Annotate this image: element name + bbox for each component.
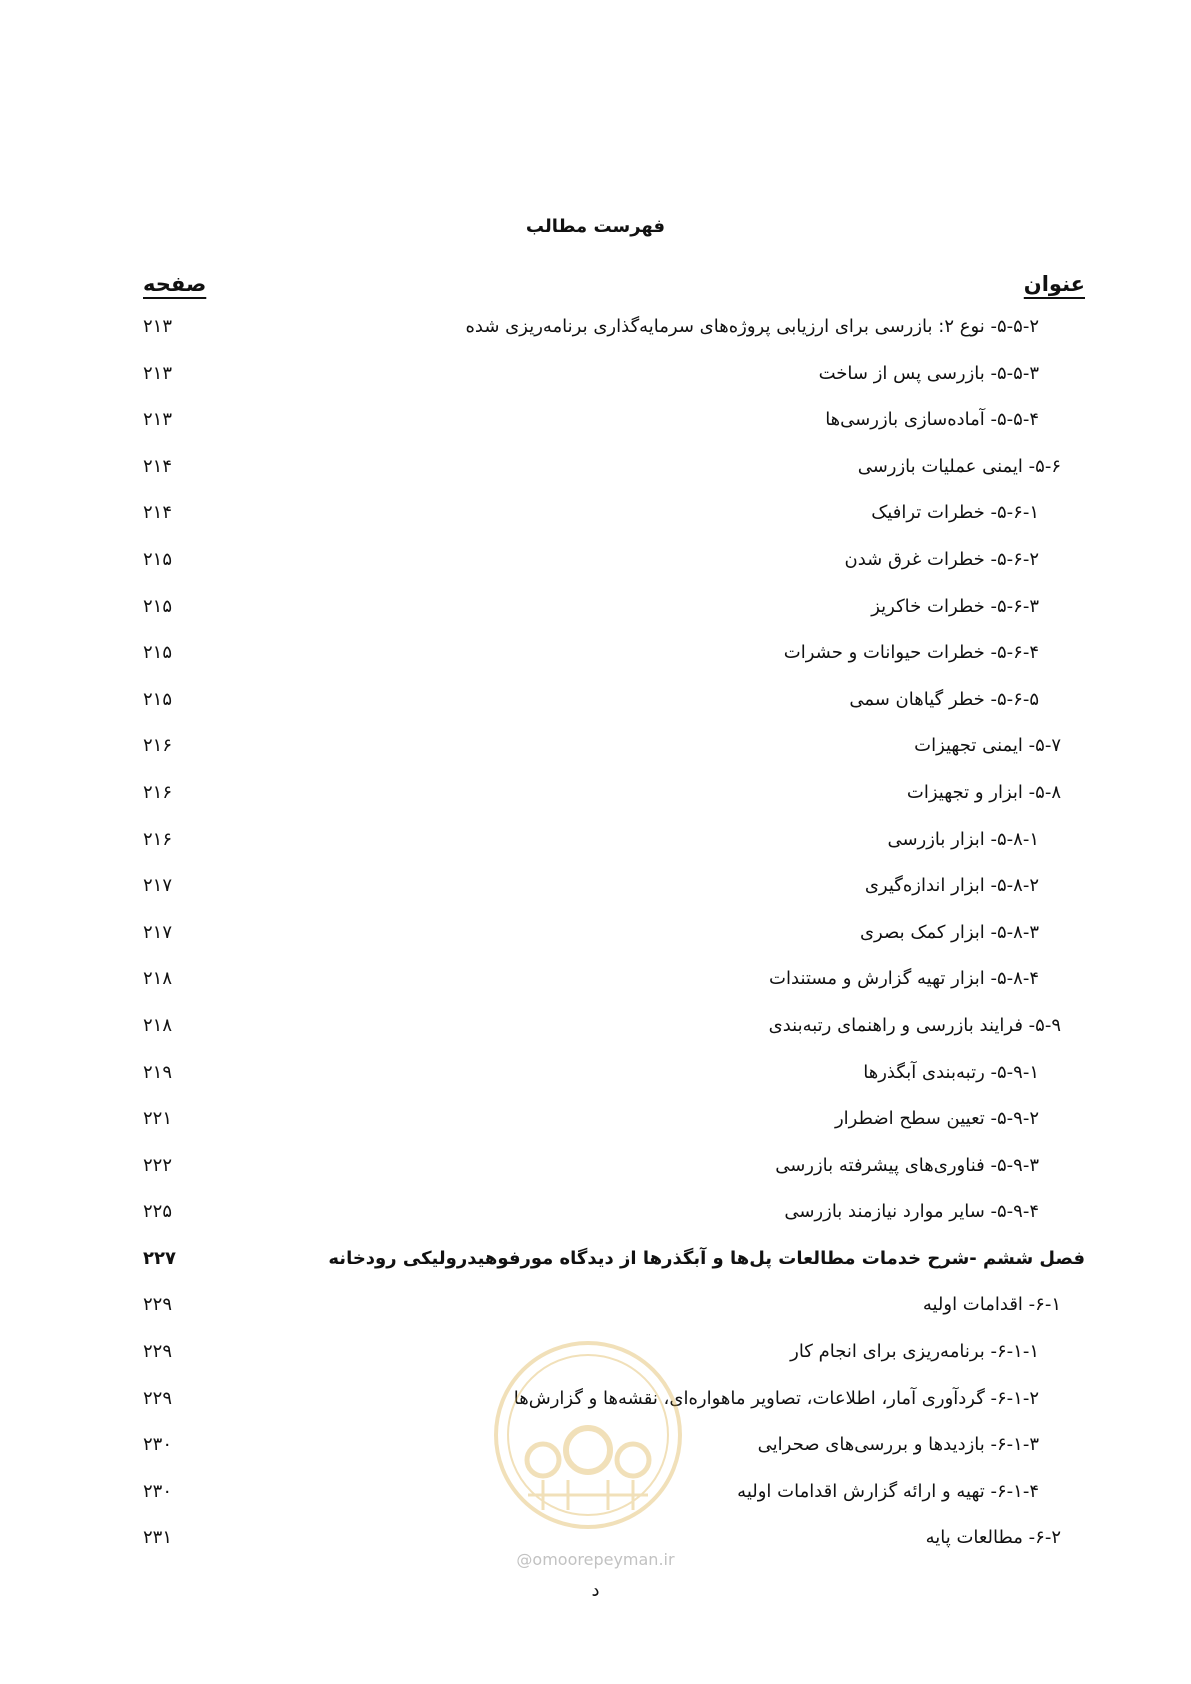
toc-row xyxy=(0,401,1191,448)
toc-entry-title: ۵-۹-۳- فناوری‌های پیشرفته بازرسی xyxy=(775,1154,1039,1176)
toc-entry-page: ۲۲۱ xyxy=(143,1108,173,1130)
toc-entry-title: ۵-۵-۲- نوع ۲: بازرسی برای ارزیابی پروژه‌های سرمایه‌گذاری برنامه‌ریزی شده xyxy=(465,316,1039,337)
toc-entry-page: ۲۲۵ xyxy=(143,1201,173,1223)
toc-entry-page: ۲۱۶ xyxy=(143,781,173,803)
toc-row xyxy=(0,681,1191,728)
toc-entry-title: ۵-۶-۵- خطر گیاهان سمی xyxy=(849,688,1039,710)
toc-row xyxy=(0,960,1191,1007)
toc-entry-page: ۲۱۴ xyxy=(143,455,173,477)
toc-row xyxy=(0,541,1191,588)
toc-row xyxy=(0,727,1191,774)
toc-entry-page: ۲۱۵ xyxy=(143,688,173,710)
toc-entry-page: ۲۲۹ xyxy=(143,1341,173,1363)
page-column-header: صفحه xyxy=(143,272,207,296)
toc-entry-page: ۲۱۳ xyxy=(143,362,173,384)
toc-entry-title: ۵-۷- ایمنی تجهیزات xyxy=(914,735,1061,757)
toc-entry-page: ۲۲۹ xyxy=(143,1294,173,1316)
toc-entry-page: ۲۱۵ xyxy=(143,548,173,570)
toc-entry-title: ۶-۱-۴- تهیه و ارائه گزارش اقدامات اولیه xyxy=(737,1480,1039,1502)
page-title: فهرست مطالب xyxy=(525,216,666,237)
toc-entry-title: ۵-۹-۴- سایر موارد نیازمند بازرسی xyxy=(784,1201,1039,1223)
toc-entry-title: ۵-۶-۱- خطرات ترافیک xyxy=(871,502,1039,524)
toc-row xyxy=(0,494,1191,541)
toc-entry-title: ۵-۸-۱- ابزار بازرسی xyxy=(887,828,1039,850)
toc-row xyxy=(0,448,1191,495)
toc-entry-page: ۲۱۷ xyxy=(143,875,173,897)
title-column-header: عنوان xyxy=(1023,272,1085,296)
toc-row xyxy=(0,821,1191,868)
toc-entry-page: ۲۱۳ xyxy=(143,409,173,431)
publisher-logo-watermark xyxy=(488,1335,688,1535)
toc-entry-page: ۲۲۲ xyxy=(143,1154,173,1176)
toc-entry-title: ۵-۶-۳- خطرات خاکریز xyxy=(871,595,1039,617)
toc-row xyxy=(0,867,1191,914)
toc-entry-title: ۵-۸-۳- ابزار کمک بصری xyxy=(859,921,1039,943)
toc-entry-title: ۵-۸- ابزار و تجهیزات xyxy=(906,781,1061,803)
toc-row xyxy=(0,774,1191,821)
toc-row xyxy=(0,1100,1191,1147)
toc-entry-page: ۲۱۵ xyxy=(143,642,173,664)
toc-row xyxy=(0,588,1191,635)
toc-entry-page: ۲۳۱ xyxy=(143,1527,173,1549)
toc-chapter-row xyxy=(0,1240,1191,1287)
toc-entry-title: ۵-۵-۴- آماده‌سازی بازرسی‌ها xyxy=(825,409,1039,431)
toc-entry-page: ۲۱۵ xyxy=(143,595,173,617)
toc-entry-title: ۶-۱-۲- گردآوری آمار، اطلاعات، تصاویر ماهواره‌ای، نقشه‌ها و گزارش‌ها xyxy=(513,1387,1039,1409)
toc-entry-page: ۲۱۷ xyxy=(143,921,173,943)
toc-entry-title: ۶-۱-۳- بازدیدها و بررسی‌های صحرایی xyxy=(757,1434,1039,1456)
toc-entry-page: ۲۲۷ xyxy=(143,1247,176,1269)
page-number: د xyxy=(591,1580,600,1601)
toc-row xyxy=(0,1007,1191,1054)
toc-entry-page: ۲۱۳ xyxy=(143,316,173,337)
toc-entry-page: ۲۱۸ xyxy=(143,1014,173,1036)
toc-entry-title: ۵-۹-۲- تعیین سطح اضطرار xyxy=(834,1108,1039,1130)
toc-row xyxy=(0,1286,1191,1333)
toc-entry-page: ۲۱۹ xyxy=(143,1061,173,1083)
toc-row xyxy=(0,634,1191,681)
toc-entry-page: ۲۳۰ xyxy=(143,1480,173,1502)
watermark-url: @omoorepeyman.ir xyxy=(516,1550,675,1569)
toc-entry-title: ۵-۹- فرایند بازرسی و راهنمای رتبه‌بندی xyxy=(768,1014,1061,1036)
toc-row xyxy=(0,914,1191,961)
toc-row xyxy=(0,355,1191,402)
toc-row xyxy=(0,1147,1191,1194)
toc-entry-page: ۲۳۰ xyxy=(143,1434,173,1456)
toc-entry-title: ۵-۸-۲- ابزار اندازه‌گیری xyxy=(864,875,1039,897)
toc-entry-title: ۵-۸-۴- ابزار تهیه گزارش و مستندات xyxy=(769,968,1039,990)
toc-entry-title: ۵-۵-۳- بازرسی پس از ساخت xyxy=(818,362,1039,384)
toc-row xyxy=(0,1054,1191,1101)
toc-row xyxy=(0,308,1191,355)
toc-entry-page: ۲۱۴ xyxy=(143,502,173,524)
toc-entry-page: ۲۲۹ xyxy=(143,1387,173,1409)
toc-entry-title: ۵-۶- ایمنی عملیات بازرسی xyxy=(857,455,1061,477)
toc-entry-page: ۲۱۶ xyxy=(143,735,173,757)
toc-entry-page: ۲۱۶ xyxy=(143,828,173,850)
toc-entry-title: فصل ششم -شرح خدمات مطالعات پل‌ها و آبگذرها از دیدگاه مورفوهیدرولیکی رودخانه xyxy=(328,1247,1085,1269)
toc-entry-title: ۵-۹-۱- رتبه‌بندی آبگذرها xyxy=(863,1061,1039,1083)
toc-entry-title: ۶-۱-۱- برنامه‌ریزی برای انجام کار xyxy=(790,1341,1039,1363)
toc-entry-title: ۵-۶-۴- خطرات حیوانات و حشرات xyxy=(783,642,1039,664)
toc-entry-page: ۲۱۸ xyxy=(143,968,173,990)
toc-entry-title: ۵-۶-۲- خطرات غرق شدن xyxy=(844,548,1039,570)
toc-row xyxy=(0,1193,1191,1240)
toc-entry-title: ۶-۲- مطالعات پایه xyxy=(925,1527,1061,1549)
toc-entry-title: ۶-۱- اقدامات اولیه xyxy=(922,1294,1061,1316)
